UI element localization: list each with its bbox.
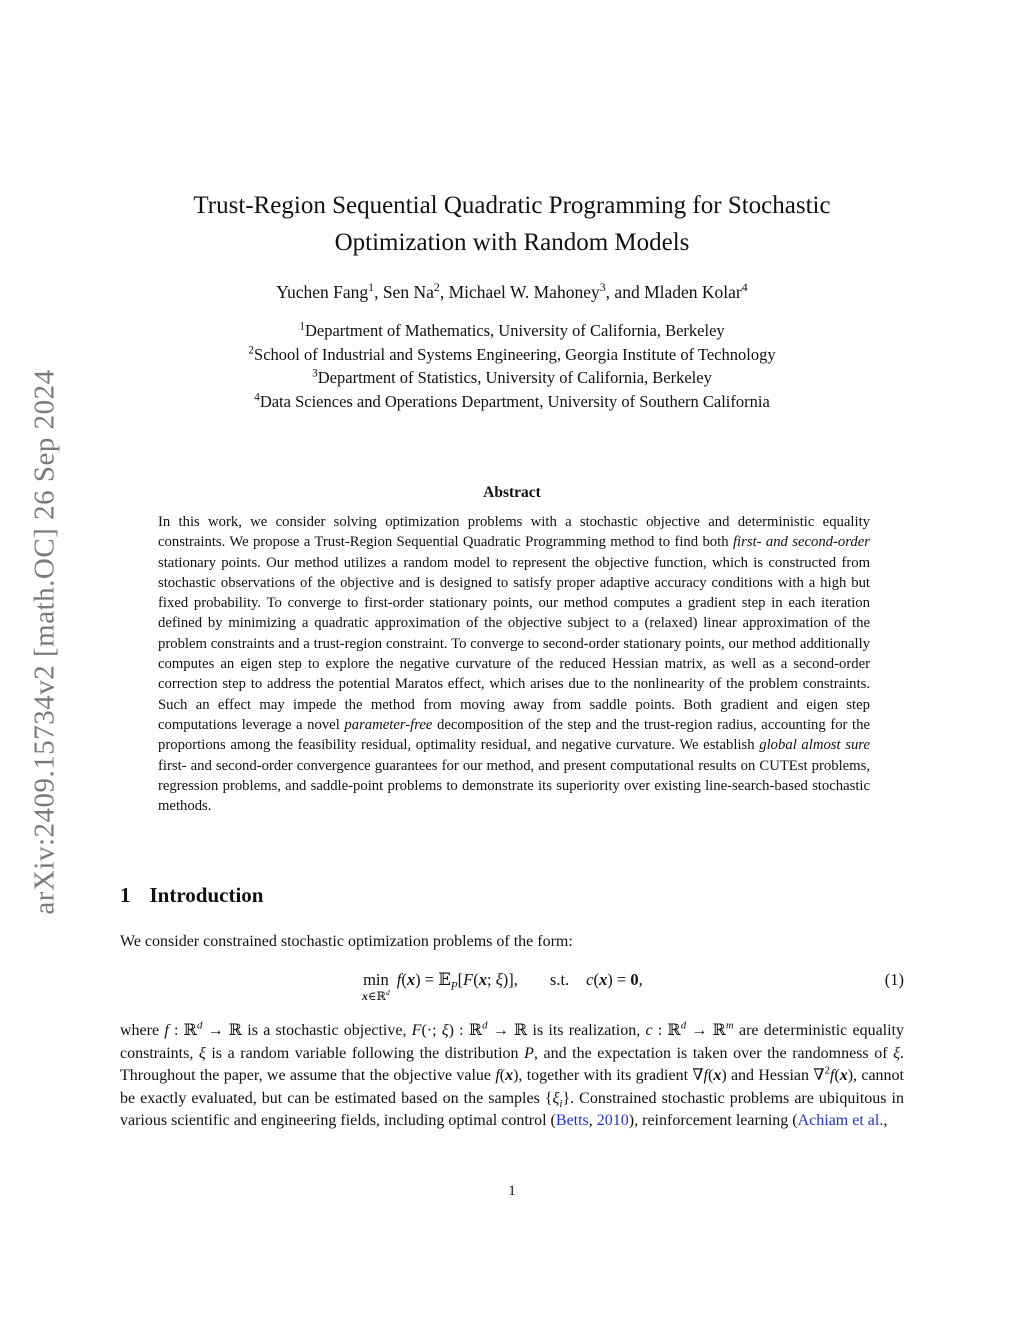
text-run: x [505, 1067, 514, 1084]
paper-title [0, 187, 1024, 261]
text-run: ξ [552, 1089, 560, 1107]
paper-title-line1: Trust-Region Sequential Quadratic Programming for Stochastic [193, 192, 831, 219]
intro-lead-paragraph: We consider constrained stochastic optimization problems of the form: [120, 933, 573, 950]
text-run: ) = 𝔼 [415, 970, 451, 989]
text-run: stationary points. Our method utilizes a random model to represent the objective function, which is constructed from stochastic observations of the objective and is designed to satisfy proper adaptive accuracy conditions with a high but fixed probability. To converge to first-order stationary points, our method computes a gradient step in each iteration defined by minimizing a quadratic approximation of the objective subject to a (relaxed) linear approximation of the problem constraints and a trust-region constraint. To converge to second-order stationary points, our method additionally computes an eigen step to explore the negative curvature of the reduced Hessian matrix, as well as a second-order correction step to address the potential Maratos effect, which arises due to the nonlinearity of the problem constraints. Such an effect may impede the method from moving away from saddle points. Both gradient and eigen step computations leverage a novel [158, 554, 870, 733]
text-run: x [839, 1067, 848, 1084]
text-run: x [362, 991, 368, 1003]
text-run: , [588, 1112, 597, 1129]
citation-link[interactable]: Betts [555, 1112, 589, 1129]
text-run: → ℝ is its realization, [487, 1022, 646, 1039]
author-affil-mark: 2 [433, 280, 440, 295]
text-run: f [703, 1067, 708, 1084]
arxiv-stamp: arXiv:2409.15734v2 [math.OC] 26 Sep 2024 [28, 369, 61, 915]
page-number: 1 [508, 1183, 516, 1199]
text-run: x [406, 970, 416, 989]
author-name: Sen Na [382, 282, 434, 302]
equation-lhs [397, 968, 518, 992]
text-run: x [713, 1067, 722, 1084]
text-run: , and the expectation is taken over the randomness of [533, 1044, 894, 1062]
text-run: m [725, 1019, 734, 1032]
author [276, 282, 383, 302]
section-heading [120, 883, 263, 908]
text-run: , together with its gradient [518, 1067, 693, 1084]
text-run: x [599, 970, 608, 989]
affiliation-mark: 4 [254, 391, 260, 403]
text-run: global almost sure [759, 737, 870, 754]
text-run: c [645, 1022, 653, 1039]
intro-body-paragraph [120, 1020, 904, 1133]
author-separator: , [439, 282, 449, 302]
text-run: → ℝ is a stochastic objective, [202, 1022, 412, 1039]
text-run: , cannot be exactly evaluated, but can be estimated based on the samples { [120, 1067, 904, 1107]
author [449, 282, 645, 302]
author [644, 282, 748, 302]
text-run: x [478, 970, 487, 989]
text-run: → ℝ [686, 1022, 726, 1039]
text-run: ξ [441, 1022, 449, 1039]
text-run: ∇ [692, 1067, 704, 1084]
text-run: ξ [893, 1044, 901, 1062]
text-run: where [120, 1022, 165, 1039]
text-run: decomposition of the step and the trust-region radius, accounting for the proportions among the feasibility residual, optimality residual, and negative curvature. We establish [158, 716, 870, 754]
author-affil-mark: 4 [741, 280, 748, 295]
text-run: }. Constrained stochastic problems are ubiquitous in various scientific and engineering fields, including optimal control ( [120, 1089, 904, 1129]
text-run: f [829, 1067, 835, 1084]
text-run: i [559, 1097, 563, 1110]
affiliation-mark: 2 [248, 344, 255, 356]
text-run: [ [457, 970, 464, 989]
text-run: ) = [607, 970, 631, 989]
text-run: ( [834, 1067, 840, 1084]
equation-subject-to: s.t. [549, 970, 570, 989]
text-run: P [524, 1044, 534, 1062]
text-run: ) : ℝ [448, 1022, 483, 1039]
text-run: In this work, we consider solving optimization problems with a stochastic objective and deterministic equality constraints. We propose a Trust-Region Sequential Quadratic Programming method to find both [158, 514, 870, 551]
citation-link[interactable]: Achiam et al. [797, 1112, 884, 1129]
text-run: and Hessian [726, 1067, 814, 1084]
text-run: d [482, 1019, 488, 1032]
author-name: Mladen Kolar [644, 282, 742, 302]
author-name: Yuchen Fang [276, 282, 369, 302]
text-run: : ℝ [652, 1022, 681, 1039]
abstract-heading: Abstract [483, 484, 541, 501]
text-run: ( [707, 1067, 714, 1084]
text-run: ( [401, 970, 407, 989]
author-affil-mark: 1 [368, 280, 375, 295]
affiliation-line [0, 319, 1024, 343]
abstract-text [158, 512, 870, 816]
author [383, 282, 449, 302]
text-run: 0 [630, 970, 639, 989]
affiliation-text: Department of Statistics, University of California, Berkeley [317, 368, 712, 387]
text-run: , [638, 970, 643, 989]
min-operator-subscript [362, 988, 390, 1003]
text-run: , [883, 1112, 888, 1129]
affiliation-text: Data Sciences and Operations Department, University of Southern California [259, 391, 770, 411]
affiliation-mark: 1 [299, 320, 305, 333]
text-run: f [495, 1067, 500, 1084]
min-operator-label: min [363, 970, 389, 989]
citation-link[interactable]: 2010 [596, 1112, 629, 1129]
text-run: ξ [198, 1044, 206, 1062]
text-run: ∈ [367, 991, 377, 1003]
affiliation-text: School of Industrial and Systems Engineering, Georgia Institute of Technology [254, 344, 776, 364]
text-run: c [586, 970, 594, 989]
authors-line [0, 282, 1024, 303]
text-run: first- and second-order convergence guarantees for our method, and present computational results on CUTEst problems, regression problems, and saddle-point problems to demonstrate its superiority over existing line-search-based stochastic methods. [158, 757, 870, 815]
text-run: : ℝ [168, 1022, 197, 1039]
paper-title-line2: Optimization with Random Models [334, 229, 690, 256]
equation-constraint [586, 968, 643, 992]
text-run: F [463, 970, 474, 989]
min-operator [362, 968, 390, 1003]
text-run: F [411, 1022, 422, 1039]
text-run: ξ [495, 970, 503, 989]
page-footer [0, 1183, 1024, 1200]
text-run: d [680, 1019, 687, 1032]
text-run: parameter-free [344, 716, 433, 733]
text-run: ; [486, 970, 496, 989]
text-run: . Throughout the paper, we assume that the objective value [120, 1044, 905, 1084]
author-separator: , and [605, 282, 645, 302]
text-run: ), reinforcement learning ( [628, 1112, 798, 1129]
affiliation-line [0, 390, 1024, 414]
affiliation-mark: 3 [312, 367, 318, 380]
text-run: are deterministic equality constraints, [120, 1022, 905, 1062]
text-run: )], [502, 970, 518, 989]
display-equation [120, 968, 904, 1003]
text-run: P [450, 980, 458, 993]
text-run: ( [499, 1067, 506, 1084]
text-run: f [164, 1022, 169, 1039]
text-run: ∇ [813, 1067, 825, 1084]
affiliations-block [0, 319, 1024, 413]
affiliation-line [0, 343, 1024, 367]
affiliation-text: Department of Mathematics, University of California, Berkeley [304, 321, 725, 340]
text-run: ) [721, 1067, 727, 1084]
section-title: Introduction [149, 883, 264, 907]
author-name: Michael W. Mahoney [448, 282, 600, 302]
text-run: f [396, 970, 402, 989]
equation-number: (1) [884, 970, 904, 989]
text-run: ( [473, 970, 479, 989]
text-run: ℝ [376, 991, 386, 1003]
text-run: ) [847, 1067, 854, 1084]
affiliation-line [0, 366, 1024, 390]
author-affil-mark: 3 [599, 280, 606, 295]
text-run: d [385, 988, 390, 998]
section-number: 1 [120, 883, 131, 907]
text-run: first- and second-order [732, 534, 871, 551]
text-run: ) [513, 1067, 519, 1084]
equation-body [120, 968, 885, 1003]
text-run: is a random variable following the distribution [205, 1044, 525, 1062]
text-run: ( [593, 970, 599, 989]
text-run: (·; [421, 1022, 442, 1039]
author-separator: , [374, 282, 383, 302]
text-run: 2 [824, 1064, 830, 1077]
text-run: d [196, 1019, 203, 1032]
